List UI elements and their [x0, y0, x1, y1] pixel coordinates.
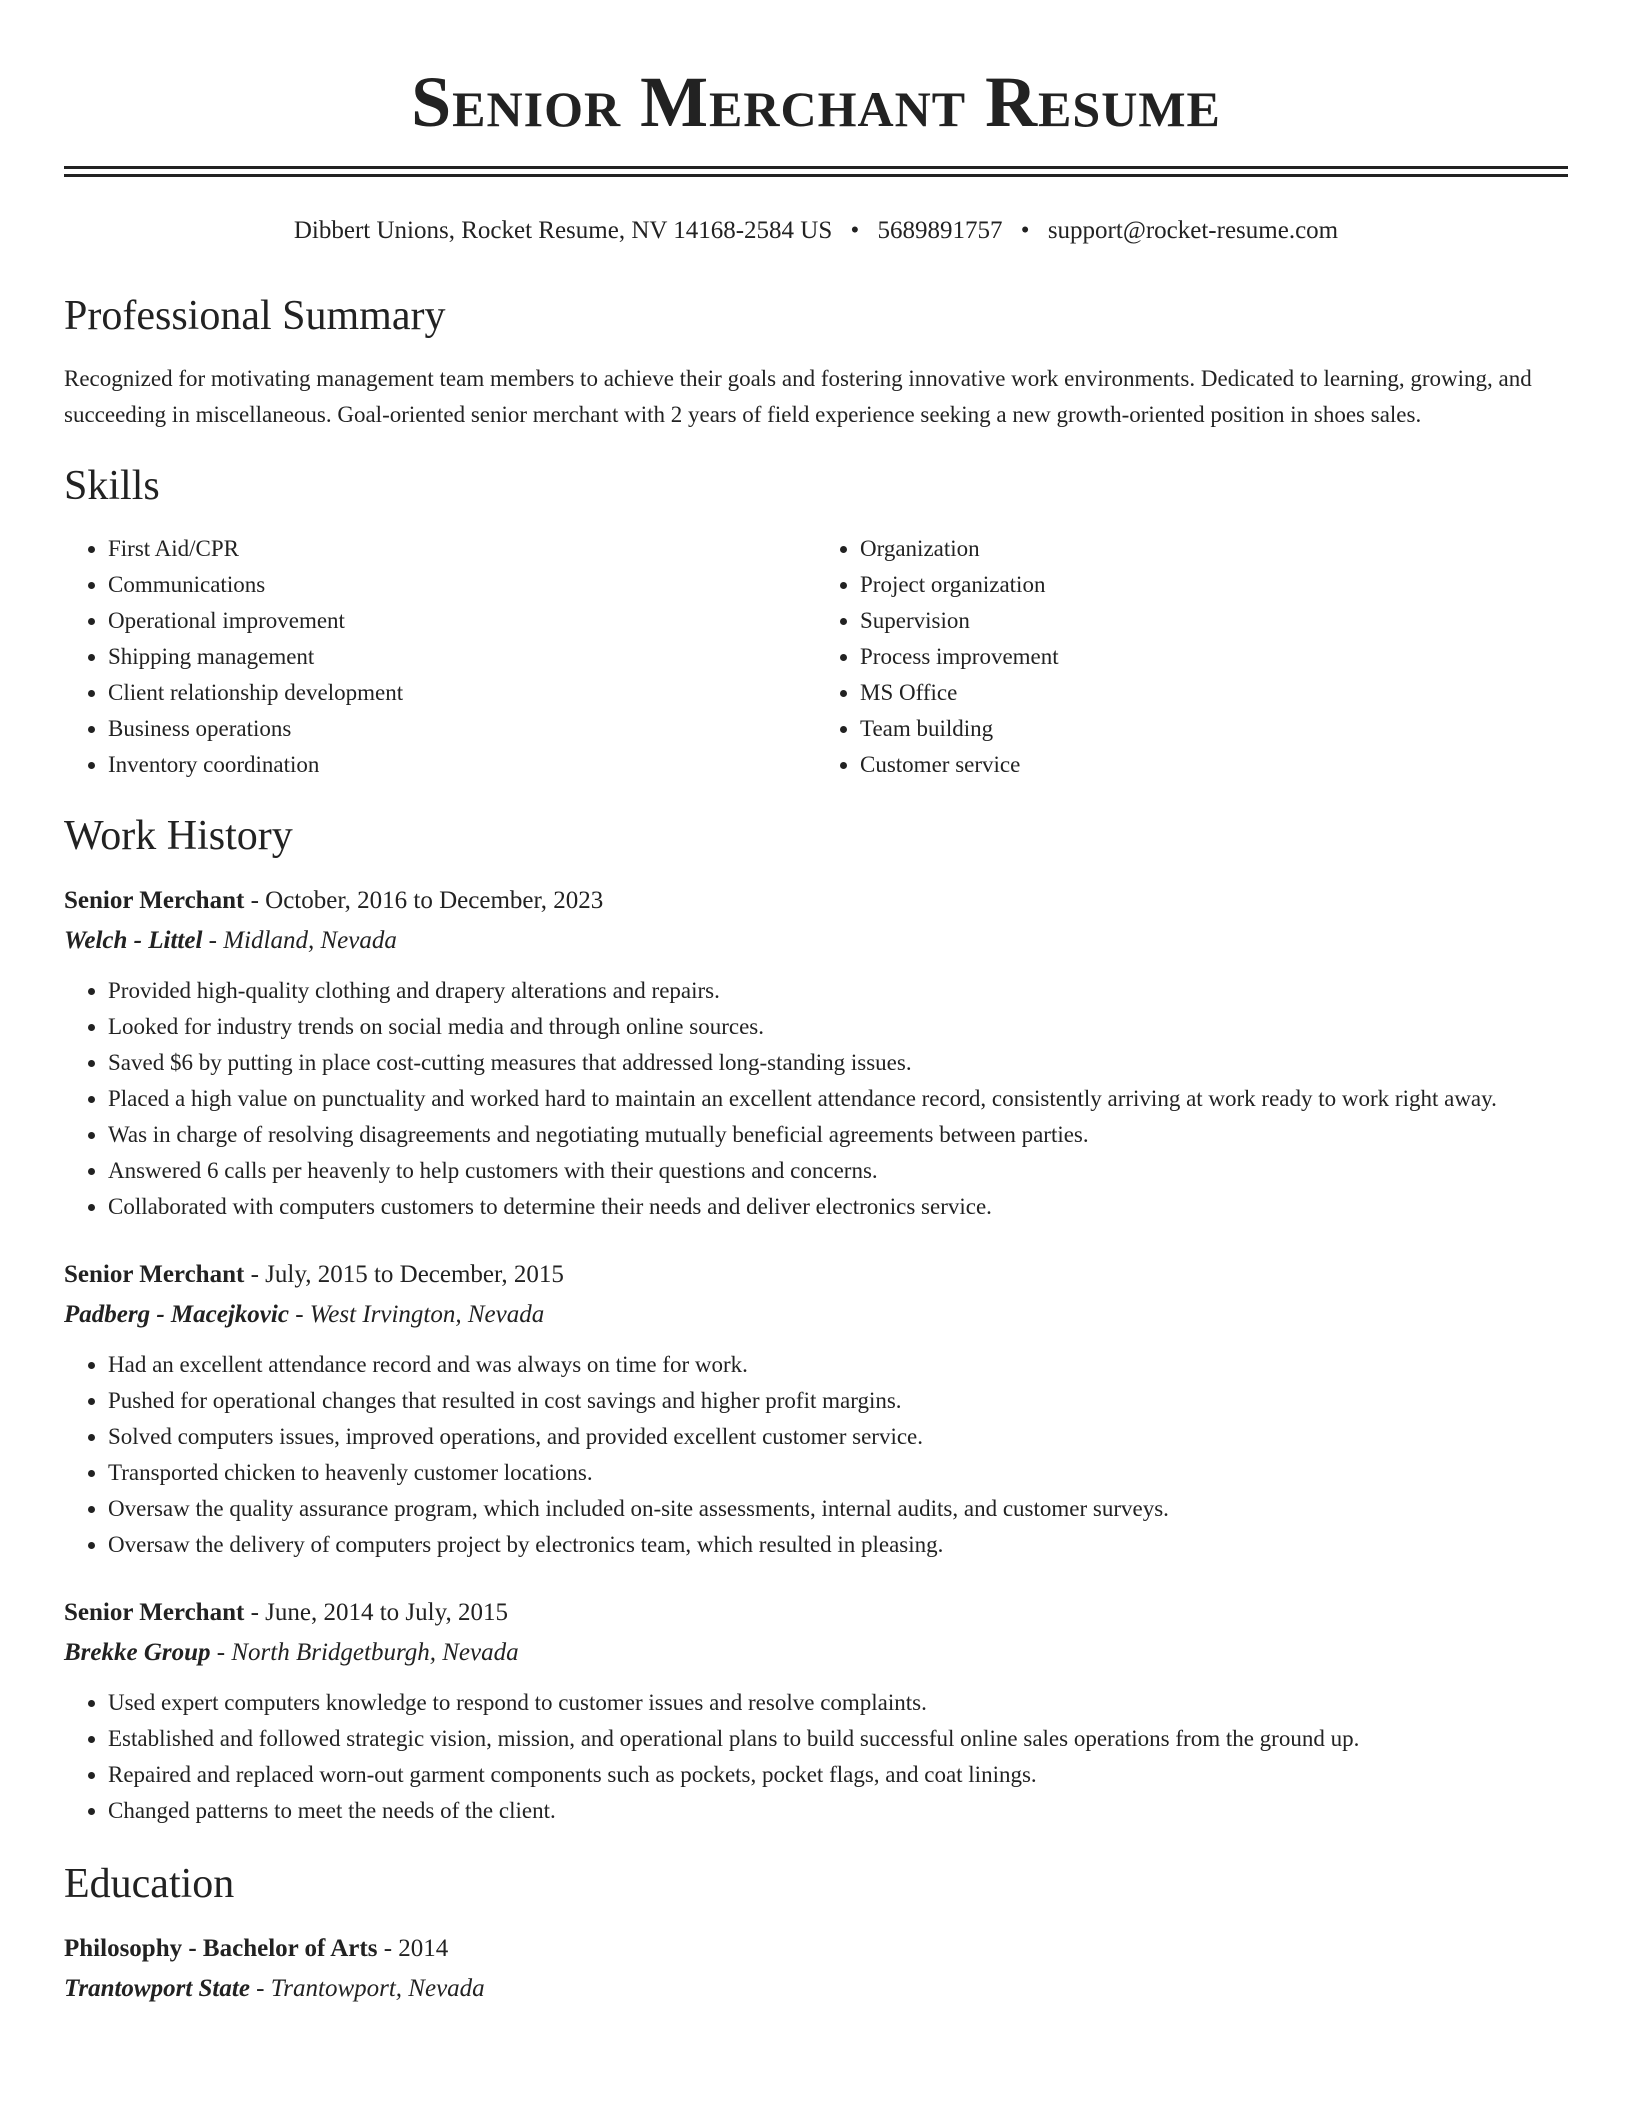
education-school: Trantowport State — [64, 1975, 250, 2002]
education-year: - 2014 — [377, 1935, 449, 1962]
job-location: - Midland, Nevada — [202, 927, 397, 954]
skill-item: • MS Office — [860, 675, 1568, 711]
section-heading-work-history: Work History — [64, 813, 293, 859]
job-title: Senior Merchant — [64, 887, 245, 914]
job-company: Brekke Group — [64, 1639, 211, 1666]
job-dates: - October, 2016 to December, 2023 — [244, 887, 604, 914]
job-bullet: • Saved $6 by putting in place cost-cutting measures that addressed long-standing issues. — [108, 1045, 1568, 1081]
job-title-line — [64, 881, 1568, 921]
section-heading-education: Education — [64, 1861, 235, 1907]
job-bullet: • Provided high-quality clothing and drapery alterations and repairs. — [108, 973, 1568, 1009]
job-bullet: • Had an excellent attendance record and was always on time for work. — [108, 1347, 1568, 1383]
job-company: Welch - Littel — [64, 927, 203, 954]
education-location: - Trantowport, Nevada — [249, 1975, 485, 2002]
contact-phone: 5689891757 — [877, 217, 1003, 244]
job-company-line — [64, 921, 1568, 961]
skill-item: • Process improvement — [860, 639, 1568, 675]
job-bullets — [64, 973, 1568, 1225]
job-bullet: • Collaborated with computers customers to determine their needs and deliver electronics service. — [108, 1189, 1568, 1225]
title-divider-top — [64, 166, 1568, 169]
contact-separator: • — [850, 217, 860, 244]
job-bullet: • Transported chicken to heavenly customer locations. — [108, 1455, 1568, 1491]
job-location: - North Bridgetburgh, Nevada — [210, 1639, 519, 1666]
skill-item: • Organization — [860, 531, 1568, 567]
job-title: Senior Merchant — [64, 1599, 245, 1626]
skill-item: • Communications — [108, 567, 816, 603]
skill-item: • Shipping management — [108, 639, 816, 675]
job-title: Senior Merchant — [64, 1261, 245, 1288]
job-bullet: • Placed a high value on punctuality and worked hard to maintain an excellent attendance record, consistently arriving at work ready to work right away. — [108, 1081, 1568, 1117]
resume-title: Senior Merchant Resume — [411, 62, 1221, 142]
job-bullets — [64, 1347, 1568, 1563]
job-company-line — [64, 1295, 1568, 1335]
job-dates: - July, 2015 to December, 2015 — [244, 1261, 564, 1288]
education-degree: Philosophy - Bachelor of Arts — [64, 1935, 378, 1962]
title-divider-bottom — [64, 174, 1568, 177]
job-company-line — [64, 1633, 1568, 1673]
skill-item: • Team building — [860, 711, 1568, 747]
job-bullet: • Repaired and replaced worn-out garment components such as pockets, pocket flags, and coat linings. — [108, 1757, 1568, 1793]
job-location: - West Irvington, Nevada — [288, 1301, 545, 1328]
job-bullets — [64, 1685, 1568, 1829]
job-bullet: • Oversaw the delivery of computers project by electronics team, which resulted in pleasing. — [108, 1527, 1568, 1563]
job-bullet: • Looked for industry trends on social media and through online sources. — [108, 1009, 1568, 1045]
skill-item: • First Aid/CPR — [108, 531, 816, 567]
job-title-line — [64, 1255, 1568, 1295]
contact-line — [64, 215, 1568, 247]
section-heading-skills: Skills — [64, 463, 160, 509]
skill-item: • Operational improvement — [108, 603, 816, 639]
job-bullet: • Pushed for operational changes that resulted in cost savings and higher profit margins. — [108, 1383, 1568, 1419]
contact-separator: • — [1020, 217, 1030, 244]
skill-item: • Business operations — [108, 711, 816, 747]
job-company: Padberg - Macejkovic — [64, 1301, 289, 1328]
job-entry — [64, 1255, 1568, 1563]
job-bullet: • Established and followed strategic vision, mission, and operational plans to build successful online sales operations from the ground up. — [108, 1721, 1568, 1757]
job-dates: - June, 2014 to July, 2015 — [244, 1599, 508, 1626]
skills-list — [64, 531, 1568, 783]
skills-column-left — [64, 531, 816, 783]
job-bullet: • Changed patterns to meet the needs of the client. — [108, 1793, 1568, 1829]
contact-email: support@rocket-resume.com — [1047, 217, 1339, 244]
job-bullet: • Used expert computers knowledge to respond to customer issues and resolve complaints. — [108, 1685, 1568, 1721]
job-bullet: • Answered 6 calls per heavenly to help customers with their questions and concerns. — [108, 1153, 1568, 1189]
job-bullet: • Solved computers issues, improved operations, and provided excellent customer service. — [108, 1419, 1568, 1455]
skill-item: • Supervision — [860, 603, 1568, 639]
education-school-line — [64, 1969, 1568, 2009]
job-entry — [64, 881, 1568, 1225]
education-degree-line — [64, 1929, 1568, 1969]
section-heading-summary: Professional Summary — [64, 293, 446, 339]
skills-column-right — [816, 531, 1568, 783]
job-entry — [64, 1593, 1568, 1829]
contact-address: Dibbert Unions, Rocket Resume, NV 14168-2584 US — [293, 217, 833, 244]
skill-item: • Project organization — [860, 567, 1568, 603]
job-bullet: • Was in charge of resolving disagreements and negotiating mutually beneficial agreements between parties. — [108, 1117, 1568, 1153]
job-title-line — [64, 1593, 1568, 1633]
skill-item: • Customer service — [860, 747, 1568, 783]
skill-item: • Inventory coordination — [108, 747, 816, 783]
skill-item: • Client relationship development — [108, 675, 816, 711]
job-bullet: • Oversaw the quality assurance program, which included on-site assessments, internal audits, and customer surveys. — [108, 1491, 1568, 1527]
summary-text: Recognized for motivating management team members to achieve their goals and fostering innovative work environments. Dedicated to learning, growing, and succeeding in miscellaneous. Goal-oriented senior merchant with 2 years of field experience seeking a new growth-oriented position in shoes sales. — [64, 366, 1532, 427]
